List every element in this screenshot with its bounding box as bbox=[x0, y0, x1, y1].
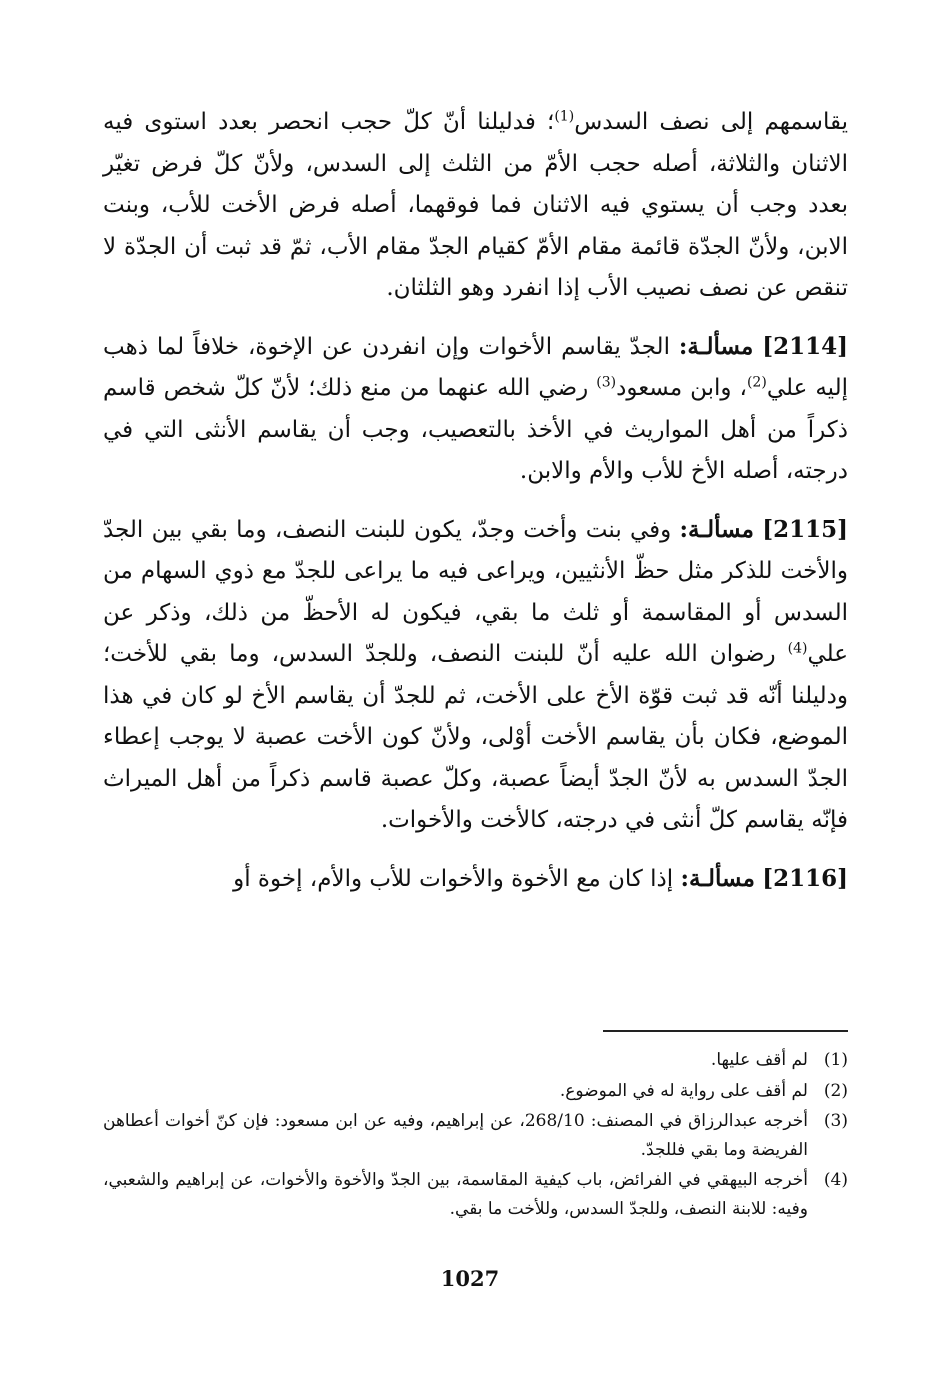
footnote-divider bbox=[603, 1030, 848, 1032]
footnote-text: لم أقف على رواية له في الموضوع. bbox=[559, 1080, 808, 1101]
issue-label: مسألـة: bbox=[678, 332, 754, 360]
footnote-ref-4: (4) bbox=[787, 640, 808, 657]
p2-text-a: الجدّ يقاسم الأخوات وإن انفردن عن الإخوة، خلافاً لما ذهب إليه علي bbox=[103, 333, 848, 401]
p1-text-b: ؛ فدليلنا أنّ كلّ حجب انحصر بعدد استوى فيه الاثنان والثلاثة، أصله حجب الأمّ من الثلث إلى السدس، ولأنّ كلّ فرض تغيّر بعدد وجب أن يستوي فيه الاثنان فما فوقهما، أصله فرض الأخت للأب، وبنت الابن، ولأنّ الجدّة قائمة مقام الأمّ كقيام الجدّ مقام الأب، ثمّ قد ثبت أن الجدّة لا تنقص عن نصف نصيب الأب إذا انفرد وهو الثلثان. bbox=[103, 109, 848, 301]
p3-text-a: وفي بنت وأخت وجدّ، يكون للبنت النصف، وما بقي بين الجدّ والأخت للذكر مثل حظّ الأنثيين، ويراعى فيه ما يراعى للجدّ مع ذوي السهام من السدس أو المقاسمة أو ثلث ما بقي، فيكون له الأحظّ من ذلك، وذكر عن علي bbox=[103, 516, 848, 667]
paragraph-continuation bbox=[103, 102, 848, 310]
issue-number: [2114] bbox=[762, 332, 849, 360]
issue-2114 bbox=[103, 326, 848, 493]
footnote-2 bbox=[103, 1077, 848, 1106]
p4-text-a: إذا كان مع الأخوة والأخوات للأب والأم، إخوة أو bbox=[233, 865, 674, 892]
issue-2116 bbox=[103, 858, 848, 901]
p3-text-b: رضوان الله عليه أنّ للبنت النصف، وللجدّ السدس، وما بقي للأخت؛ ودليلنا أنّه قد ثبت قوّة الأخ على الأخت، ثم للجدّ أن يقاسم الأخ لو كان في هذا الموضع، فكان بأن يقاسم الأخت أوْلى، ولأنّ كون الأخت عصبة لا يوجب إعطاء الجدّ السدس به لأنّ الجدّ أيضاً عصبة، وكلّ عصبة قاسم ذكراً من أهل الميراث فإنّه يقاسم كلّ أنثى في درجته، كالأخت والأخوات. bbox=[103, 641, 848, 833]
p1-text-a: يقاسمهم إلى نصف السدس bbox=[574, 109, 848, 135]
issue-label: مسألـة: bbox=[680, 864, 755, 892]
footnote-number: (2) bbox=[823, 1080, 848, 1101]
footnote-3 bbox=[103, 1107, 848, 1164]
page-number: 1027 bbox=[440, 1266, 500, 1291]
footnote-ref-3: (3) bbox=[596, 374, 617, 391]
footnote-ref-2: (2) bbox=[746, 374, 767, 391]
footnote-number: (3) bbox=[823, 1111, 848, 1131]
footnote-1 bbox=[103, 1046, 848, 1075]
footnote-number: (1) bbox=[823, 1050, 848, 1070]
footnote-text: أخرجه عبدالرزاق في المصنف: 268/10، عن إبراهيم، وفيه عن ابن مسعود: فإن كنّ أخوات أعطاهن الفريضة وما بقي فللجدّ. bbox=[103, 1111, 808, 1160]
p2-text-b: ، وابن مسعود bbox=[616, 375, 747, 401]
footnote-text: أخرجه البيهقي في الفرائض، باب كيفية المقاسمة، بين الجدّ والأخوة والأخوات، عن إبراهيم والشعبي، وفيه: للابنة النصف، وللجدّ السدس، وللأخت ما بقي. bbox=[103, 1170, 808, 1219]
issue-number: [2115] bbox=[762, 515, 848, 543]
footnotes bbox=[103, 1046, 848, 1225]
main-text bbox=[103, 102, 848, 900]
footnote-ref-1: (1) bbox=[554, 108, 575, 125]
footnote-text: لم أقف عليها. bbox=[710, 1050, 808, 1070]
issue-2115 bbox=[103, 509, 848, 842]
footnote-4 bbox=[103, 1166, 848, 1223]
issue-label: مسألـة: bbox=[679, 515, 754, 543]
footnote-number: (4) bbox=[823, 1170, 848, 1190]
p2-text-c: رضي الله عنهما من منع ذلك؛ لأنّ كلّ شخص قاسم ذكراً من أهل المواريث في الأخذ بالتعصيب، وجب أن يقاسم الأنثى التي في درجته، أصله الأخ للأب والأم والابن. bbox=[103, 375, 848, 484]
issue-number: [2116] bbox=[762, 864, 848, 892]
